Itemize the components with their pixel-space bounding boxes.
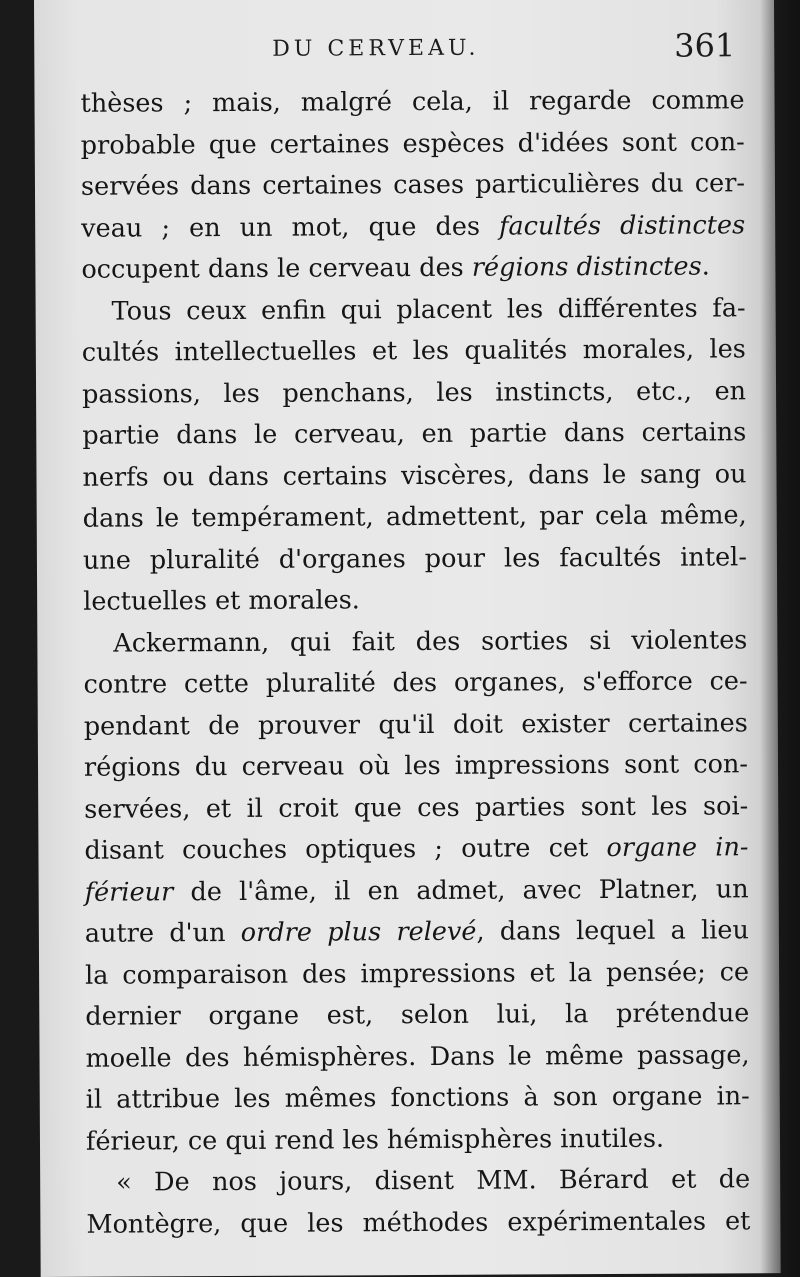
text-line: lectuelles et morales. bbox=[83, 585, 360, 617]
text-line bbox=[85, 869, 749, 914]
text-line: servées, et il croit que ces parties sont les soi- bbox=[84, 790, 749, 825]
book-page bbox=[34, 0, 781, 1277]
binding-shadow bbox=[760, 0, 800, 1277]
text-segment: . bbox=[701, 251, 710, 282]
text-segment: autre d'un bbox=[84, 917, 241, 949]
text-line: une pluralité d'organes pour les facultés intel- bbox=[82, 541, 748, 576]
text-line bbox=[81, 205, 745, 250]
text-line: la comparaison des impressions et la pensée; ce bbox=[85, 956, 750, 991]
italic-text: régions distinctes bbox=[471, 251, 702, 283]
italic-text: facultés distinctes bbox=[498, 209, 746, 242]
text-line: thèses ; mais, malgré cela, il regarde comme bbox=[80, 85, 745, 119]
text-line: Tous ceux enfin qui placent les différentes fa- bbox=[111, 292, 746, 327]
text-line bbox=[81, 246, 745, 291]
text-line: Ackermann, qui fait des sorties si violentes bbox=[113, 624, 748, 659]
text-segment: occupent dans le cerveau des bbox=[81, 252, 472, 285]
text-segment: veau ; en un mot, que des bbox=[81, 211, 500, 244]
italic-text: ordre plus relevé bbox=[240, 916, 477, 948]
page-header bbox=[34, 24, 774, 78]
text-line: partie dans le cerveau, en partie dans certains bbox=[82, 417, 747, 451]
text-line: nerfs ou dans certains viscères, dans le sang ou bbox=[82, 458, 747, 493]
text-line: passions, les penchans, les instincts, etc., en bbox=[81, 375, 747, 410]
text-line: moelle des hémisphères. Dans le même passage, bbox=[85, 1039, 750, 1074]
italic-text: férieur bbox=[84, 876, 174, 908]
italic-text: organe in- bbox=[606, 832, 749, 864]
text-line: cultés intellectuelles et les qualités morales, les bbox=[81, 334, 746, 368]
page-number: 361 bbox=[674, 26, 736, 65]
text-line: pendant de prouver qu'il doit exister certaines bbox=[83, 707, 748, 742]
text-segment: disant couches optiques ; outre cet bbox=[84, 833, 607, 866]
text-line: il attribue les mêmes fonctions à son organe in- bbox=[85, 1081, 750, 1115]
body-text bbox=[80, 80, 750, 1245]
text-line: régions du cerveau où les impressions sont con- bbox=[83, 749, 749, 783]
text-line: dans le tempérament, admettent, par cela même, bbox=[82, 500, 747, 534]
text-line: « De nos jours, disent MM. Bérard et de bbox=[116, 1164, 751, 1198]
text-line bbox=[84, 827, 748, 872]
text-line: contre cette pluralité des organes, s'efforce ce- bbox=[83, 666, 748, 700]
text-line bbox=[85, 910, 749, 955]
text-line: servées dans certaines cases particulières du cer- bbox=[80, 168, 746, 202]
running-head: DU CERVEAU. bbox=[272, 35, 480, 62]
text-segment: de l'âme, il en admet, avec Platner, un bbox=[173, 873, 749, 907]
text-line: probable que certaines espèces d'idées sont con- bbox=[80, 126, 745, 161]
text-line: dernier organe est, selon lui, la prétendue bbox=[85, 998, 750, 1032]
text-line: férieur, ce qui rend les hémisphères inutiles. bbox=[85, 1123, 665, 1157]
text-line: Montègre, que les méthodes expérimentales et bbox=[86, 1205, 751, 1240]
text-segment: , dans lequel a lieu bbox=[476, 915, 749, 947]
